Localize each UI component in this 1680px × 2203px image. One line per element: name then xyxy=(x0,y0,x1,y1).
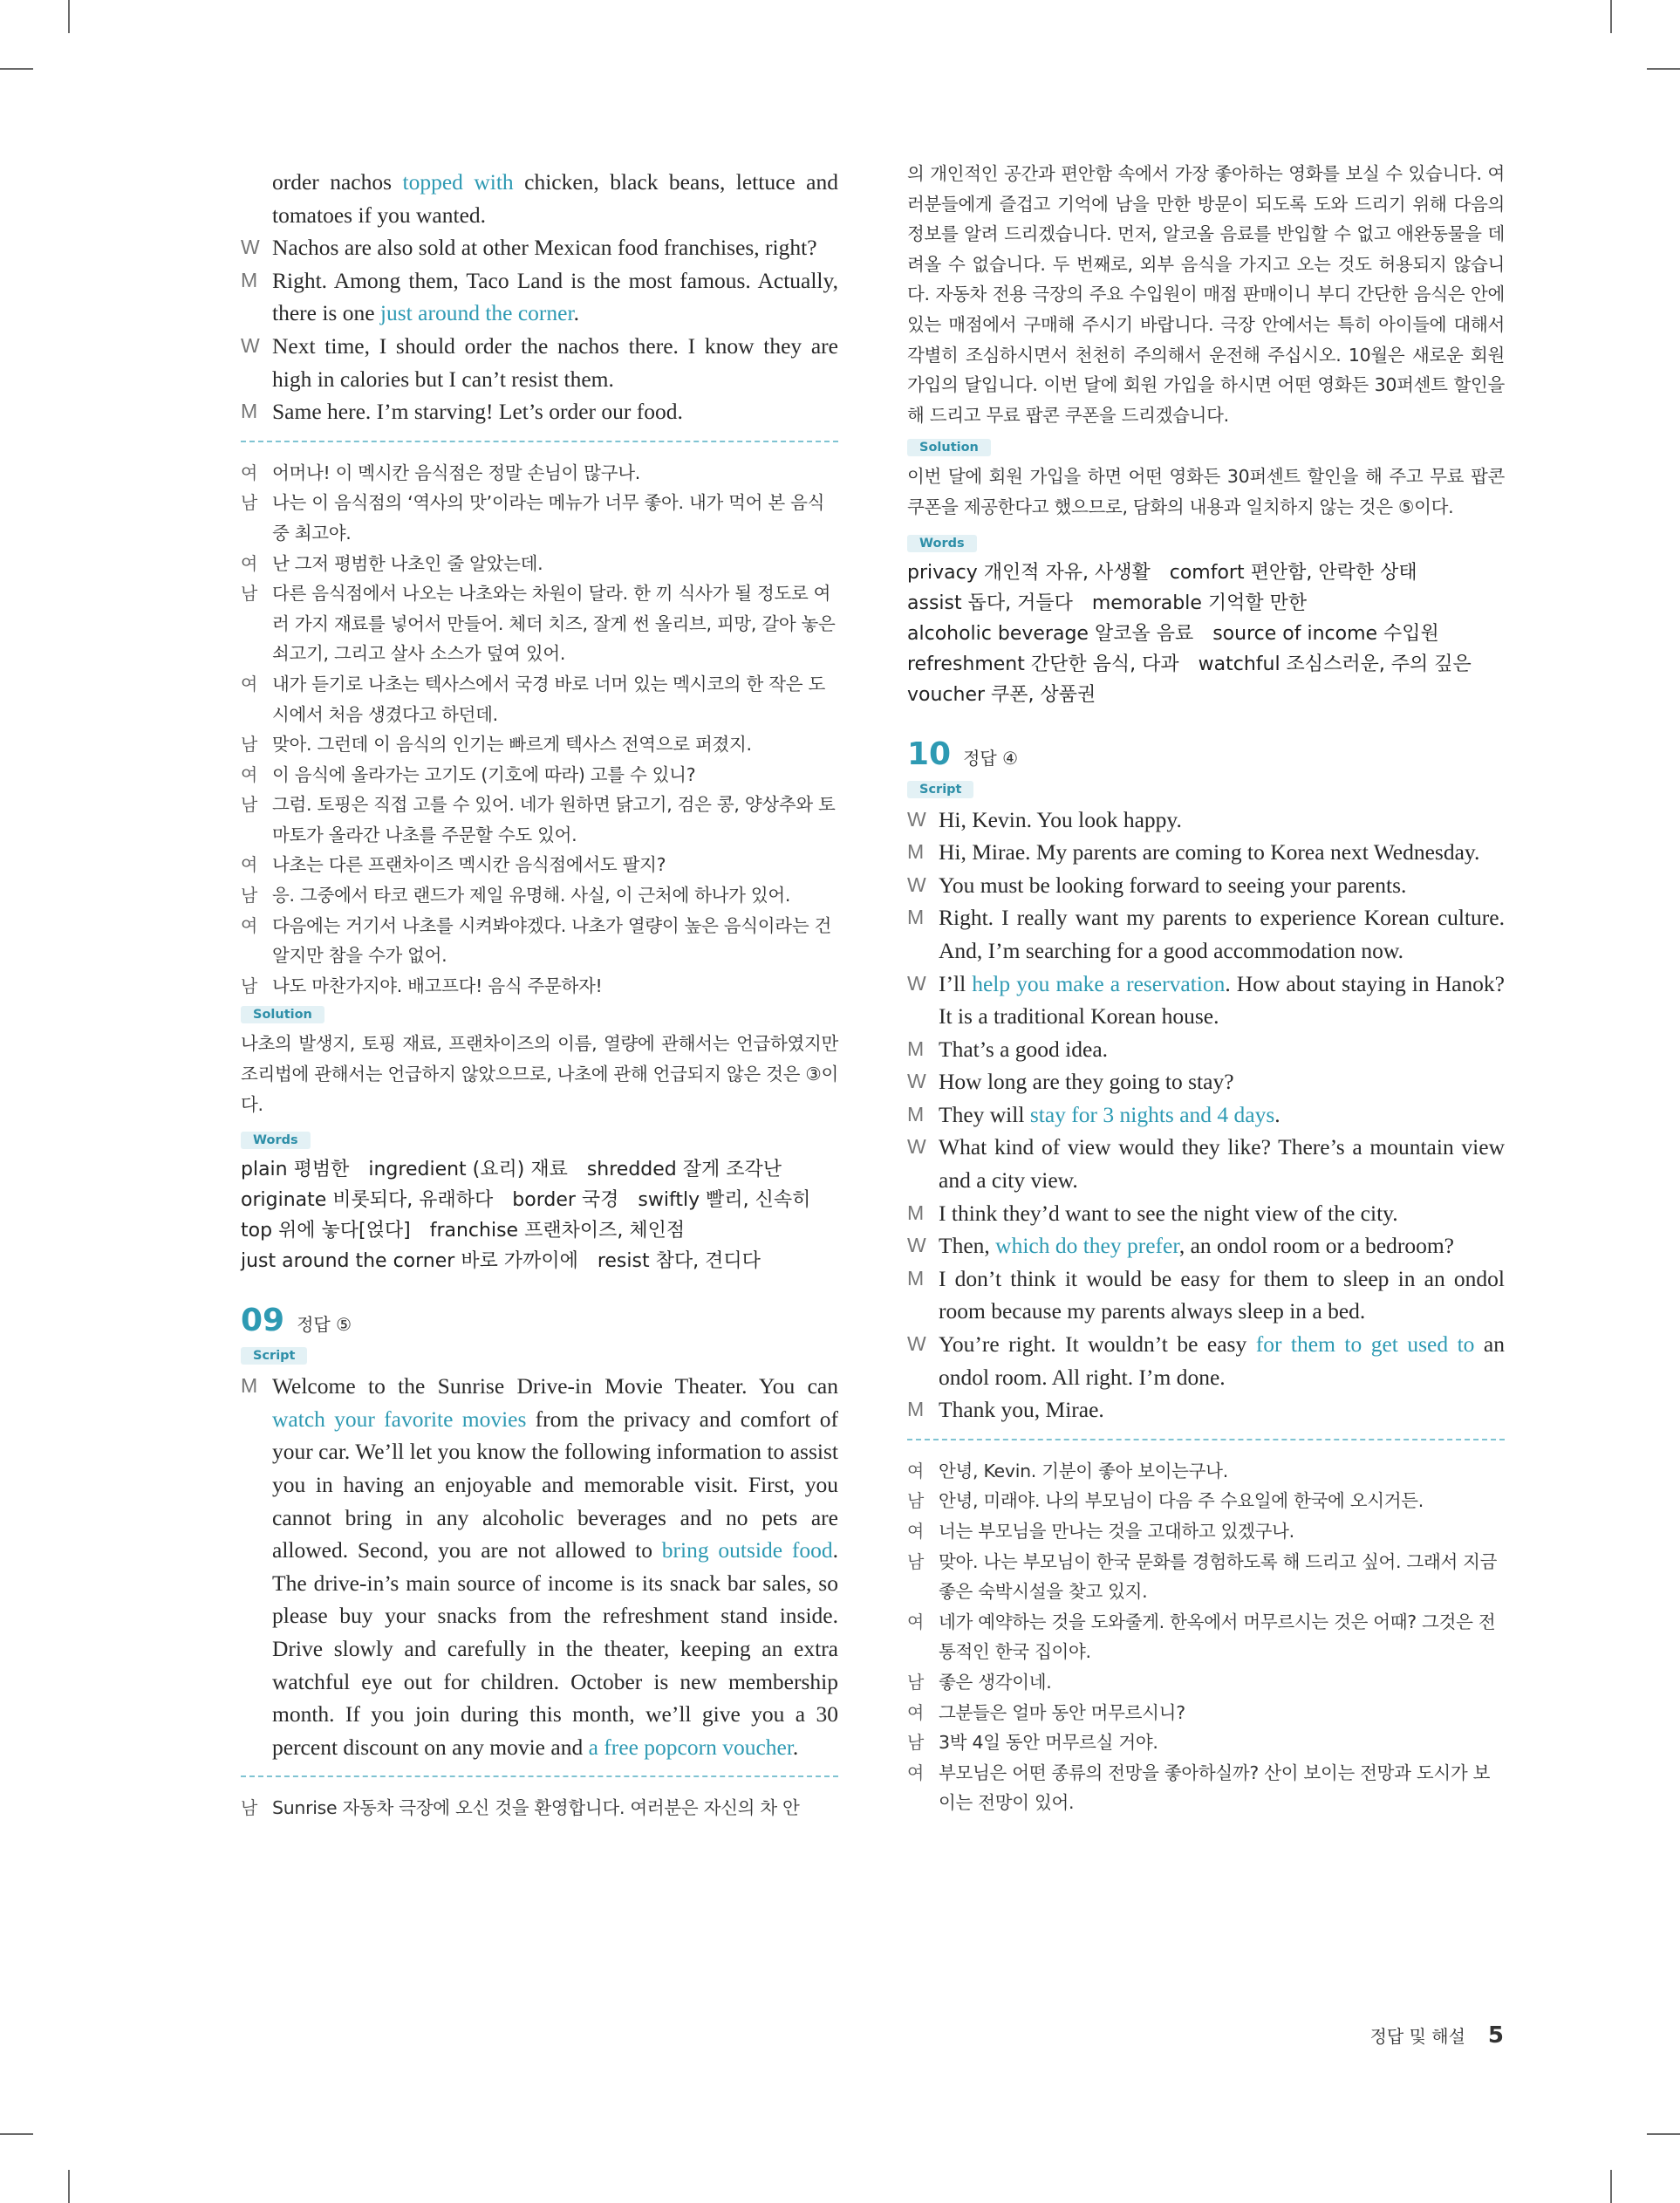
script-text: Right. Among them, Taco Land is the most famous. Actually, there is one xyxy=(272,267,838,326)
crop-mark xyxy=(1647,2133,1680,2135)
highlighted-phrase: help you make a reservation xyxy=(972,970,1226,996)
translation-line: 3박 4일 동안 머무르실 거야. xyxy=(939,1732,1158,1754)
script-line xyxy=(241,330,838,395)
highlighted-phrase: watch your favorite movies xyxy=(272,1406,527,1432)
translation-line: 난 그저 평범한 나초인 줄 알았는데. xyxy=(272,552,543,574)
vocab-entry: alcoholic beverage 알코올 음료 xyxy=(907,622,1194,645)
crop-mark xyxy=(0,68,33,70)
words-row xyxy=(907,649,1505,680)
speaker-label: 여 xyxy=(241,854,258,876)
words-row xyxy=(907,558,1505,588)
vocab-entry: originate 비롯되다, 유래하다 xyxy=(241,1189,494,1212)
speaker-label: 남 xyxy=(241,1797,258,1819)
script-text: I don’t think it would be easy for them to sleep in an ondol room because my parents always sleep in a bed. xyxy=(939,1265,1505,1324)
speaker-label: W xyxy=(907,1135,926,1159)
footer-label: 정답 및 해설 xyxy=(1369,2026,1465,2047)
question-number: 10 xyxy=(907,735,952,772)
script-line xyxy=(907,1328,1505,1393)
solution-tag: Solution xyxy=(907,439,991,456)
speaker-label: M xyxy=(907,840,925,864)
speaker-label: M xyxy=(241,1374,258,1398)
q08-script-continued xyxy=(241,166,838,428)
speaker-label: 남 xyxy=(907,1671,925,1693)
translation-row xyxy=(907,1547,1505,1607)
script-text: order nachos xyxy=(272,169,403,195)
question-header-10 xyxy=(907,736,1505,772)
translation-row xyxy=(241,790,838,850)
q09-translation-continued: 의 개인적인 공간과 편안함 속에서 가장 좋아하는 영화를 보실 수 있습니다. 여러분들에게 즐겁고 기억에 남을 만한 방문이 되도록 도와 드리기 위해 다음의 정보를 알려 드리겠습니다. 먼저, 알코올 음료를 반입할 수 없고 애완동물을 데려올 수 없습니다. 두 번째로, 외부 음식을 가지고 오는 것도 허용되지 않습니다. 자동차 전용 극장의 주요 수입원이 매점 판매이니 부디 간단한 음식은 안에 있는 매점에서 구매해 주시기 바랍니다. 극장 안에서는 특히 아이들에 대해서 각별히 조심하시면서 천천히 주의해서 운전해 주십시오. 10월은 새로운 회원 가입의 달입니다. 이번 달에 회원 가입을 하시면 어떤 영화든 30퍼센트 할인을 해 드리고 무료 팝콘 쿠폰을 드리겠습니다. xyxy=(907,163,1505,426)
speaker-label: 여 xyxy=(907,1460,925,1481)
page-number: 5 xyxy=(1487,2022,1504,2049)
script-line xyxy=(907,1229,1505,1262)
speaker-label: 여 xyxy=(907,1701,925,1723)
speaker-label: W xyxy=(907,807,926,831)
translation-line: 나는 이 음식점의 ‘역사의 맛’이라는 메뉴가 너무 좋아. 내가 먹어 본 음식 중 최고야. xyxy=(272,492,825,544)
speaker-label: W xyxy=(907,971,926,995)
translation-line: 응. 그중에서 타코 랜드가 제일 유명해. 사실, 이 근처에 하나가 있어. xyxy=(272,885,791,907)
script-text: . xyxy=(792,1734,799,1760)
speaker-label: M xyxy=(907,1201,925,1224)
script-text: Right. I really want my parents to experience Korean culture. And, I’m searching for a good accommodation now. xyxy=(939,905,1505,963)
translation-row xyxy=(241,880,838,911)
translation-line: 나도 마찬가지야. 배고프다! 음식 주문하자! xyxy=(272,975,603,996)
script-text: . How about staying in Hanok? It is a traditional Korean house. xyxy=(939,970,1505,1030)
script-text: Welcome to the Sunrise Drive-in Movie Theater. You can xyxy=(272,1373,838,1399)
page-footer xyxy=(1370,2022,1504,2049)
script-line xyxy=(907,968,1505,1033)
script-text: Same here. I’m starving! Let’s order our food. xyxy=(272,399,683,425)
words-row xyxy=(241,1215,838,1246)
solution-text: 이번 달에 회원 가입을 하면 어떤 영화든 30퍼센트 할인을 해 주고 무료 팝콘 쿠폰을 제공한다고 했으므로, 담화의 내용과 일치하지 않는 것은 ⑤이다. xyxy=(907,466,1505,517)
speaker-label: 여 xyxy=(241,763,258,785)
script-line xyxy=(907,1065,1505,1098)
question-header-09 xyxy=(241,1303,838,1338)
speaker-label: W xyxy=(907,1070,926,1093)
highlighted-phrase: bring outside food xyxy=(661,1537,833,1563)
script-line xyxy=(907,1262,1505,1328)
translation-line: 너는 부모님을 만나는 것을 고대하고 있겠구나. xyxy=(939,1521,1294,1542)
translation-line: 네가 예약하는 것을 도와줄게. 한옥에서 머무르시는 것은 어때? 그것은 전통적인 한국 집이야. xyxy=(939,1611,1496,1663)
speaker-label: 남 xyxy=(241,734,258,756)
vocab-entry: watchful 조심스러운, 주의 깊은 xyxy=(1198,653,1472,675)
translation-line: 좋은 생각이네. xyxy=(939,1671,1052,1693)
crop-mark xyxy=(1647,68,1680,70)
crop-mark xyxy=(68,0,70,33)
vocab-entry: assist 돕다, 거들다 xyxy=(907,592,1073,614)
words-list xyxy=(241,1154,838,1276)
vocab-entry: memorable 기억할 만한 xyxy=(1091,592,1308,614)
translation-row xyxy=(241,488,838,548)
dashed-divider xyxy=(241,441,838,442)
speaker-label: W xyxy=(241,333,260,357)
crop-mark xyxy=(1610,0,1612,33)
words-row xyxy=(907,588,1505,619)
translation-line: 부모님은 어떤 종류의 전망을 좋아하실까? 산이 보이는 전망과 도시가 보이는 전망이 있어. xyxy=(939,1762,1491,1814)
speaker-label: 남 xyxy=(241,885,258,907)
words-row xyxy=(907,680,1505,710)
translation-row xyxy=(241,760,838,790)
vocab-entry: just around the corner 바로 가까이에 xyxy=(241,1250,578,1273)
question-number: 09 xyxy=(241,1303,285,1339)
vocab-entry: privacy 개인적 자유, 사생활 xyxy=(907,561,1151,584)
speaker-label: M xyxy=(907,1102,925,1125)
script-text: . xyxy=(1274,1101,1280,1127)
script-line xyxy=(907,1098,1505,1132)
script-text: Next time, I should order the nachos there. I know they are high in calories but I can’t resist them. xyxy=(272,332,838,392)
highlighted-phrase: which do they prefer xyxy=(995,1233,1179,1259)
translation-row xyxy=(241,669,838,729)
q10-script xyxy=(907,804,1505,1426)
translation-line: 안녕, 미래야. 나의 부모님이 다음 주 수요일에 한국에 오시거든. xyxy=(939,1490,1424,1512)
script-text: What kind of view would they like? There’s a mountain view and a city view. xyxy=(939,1134,1505,1194)
script-text: You’re right. It wouldn’t be easy xyxy=(939,1331,1256,1358)
script-tag: Script xyxy=(241,1347,307,1365)
speaker-label: 남 xyxy=(907,1490,925,1512)
translation-line: 맞아. 그런데 이 음식의 인기는 빠르게 텍사스 전역으로 퍼졌지. xyxy=(272,734,752,756)
script-line xyxy=(907,836,1505,869)
speaker-label: 여 xyxy=(241,462,258,483)
script-text: an ondol room. All right. I’m done. xyxy=(939,1331,1505,1390)
words-list xyxy=(907,558,1505,710)
script-text: from the privacy and comfort of your car. We’ll let you know the following information to assist you in having an enjoyable and memorable visit. First, you cannot bring in any alcoholic beverages and no pets are allowed. Second, you are not allowed to xyxy=(272,1406,839,1563)
translation-row xyxy=(907,1698,1505,1728)
script-line xyxy=(907,869,1505,902)
vocab-entry: comfort 편안함, 안락한 상태 xyxy=(1169,561,1417,584)
vocab-entry: top 위에 놓다[얹다] xyxy=(241,1220,411,1242)
crop-mark xyxy=(68,2170,70,2203)
vocab-entry: refreshment 간단한 음식, 다과 xyxy=(907,653,1179,675)
script-text: Thank you, Mirae. xyxy=(939,1397,1104,1423)
words-row xyxy=(241,1154,838,1185)
script-line xyxy=(907,1131,1505,1196)
translation-row xyxy=(241,850,838,880)
translation-line: 이 음식에 올라가는 고기도 (기호에 따라) 고를 수 있니? xyxy=(272,763,696,785)
script-line xyxy=(241,166,838,231)
speaker-label: W xyxy=(907,872,926,896)
script-line xyxy=(907,1033,1505,1066)
speaker-label: M xyxy=(907,1037,925,1060)
translation-line: 다음에는 거기서 나초를 시켜봐야겠다. 나초가 열량이 높은 음식이라는 건 알지만 참을 수가 없어. xyxy=(272,914,832,967)
q10-translation xyxy=(907,1456,1505,1818)
q08-translation xyxy=(241,458,838,1002)
translation-row xyxy=(907,1758,1505,1818)
q09-translation-start xyxy=(241,1793,838,1823)
speaker-label: 여 xyxy=(241,914,258,936)
speaker-label: M xyxy=(241,268,258,291)
speaker-label: M xyxy=(241,400,258,423)
highlighted-phrase: a free popcorn voucher xyxy=(588,1734,793,1760)
translation-row xyxy=(241,578,838,669)
highlighted-phrase: for them to get used to xyxy=(1255,1331,1475,1358)
translation-line: 그럼. 토핑은 직접 고를 수 있어. 네가 원하면 닭고기, 검은 콩, 양상추와 토마토가 올라간 나초를 주문할 수도 있어. xyxy=(272,794,836,845)
translation-row xyxy=(907,1728,1505,1758)
script-line xyxy=(907,804,1505,837)
script-text: I think they’d want to see the night view of the city. xyxy=(939,1200,1398,1226)
dashed-divider xyxy=(907,1439,1505,1440)
words-row xyxy=(241,1185,838,1215)
speaker-label: 여 xyxy=(907,1762,925,1783)
speaker-label: W xyxy=(241,236,260,259)
solution-tag: Solution xyxy=(241,1006,324,1023)
translation-row xyxy=(241,911,838,971)
speaker-label: M xyxy=(907,1266,925,1290)
right-column xyxy=(907,163,1505,1818)
speaker-label: 여 xyxy=(241,552,258,574)
speaker-label: M xyxy=(907,906,925,929)
words-row xyxy=(241,1246,838,1276)
script-line xyxy=(241,1370,838,1763)
translation-row xyxy=(907,1456,1505,1487)
speaker-label: 남 xyxy=(241,583,258,605)
script-line xyxy=(241,395,838,428)
q09-script xyxy=(241,1370,838,1763)
words-tag: Words xyxy=(241,1132,311,1149)
script-text: . xyxy=(573,300,579,326)
speaker-label: 남 xyxy=(907,1550,925,1572)
speaker-label: 여 xyxy=(241,673,258,694)
highlighted-phrase: just around the corner xyxy=(379,300,574,326)
vocab-entry: source of income 수입원 xyxy=(1212,622,1439,645)
script-text: Then, xyxy=(939,1233,996,1259)
translation-line: 내가 듣기로 나초는 텍사스에서 국경 바로 너머 있는 멕시코의 한 작은 도시에서 처음 생겼다고 하던데. xyxy=(272,673,825,725)
script-line xyxy=(907,1197,1505,1230)
speaker-label: W xyxy=(907,1234,926,1257)
translation-line: 나초는 다른 프랜차이즈 멕시칸 음식점에서도 팔지? xyxy=(272,854,666,876)
words-tag: Words xyxy=(907,535,977,552)
translation-row xyxy=(241,458,838,489)
speaker-label: 남 xyxy=(241,794,258,816)
translation-row xyxy=(907,1516,1505,1547)
translation-line: 다른 음식점에서 나오는 나초와는 차원이 달라. 한 끼 식사가 될 정도로 여러 가지 재료를 넣어서 만들어. 체더 치즈, 잘게 썬 올리브, 피망, 갈아 놓은 쇠고기, 그리고 살사 소스가 덮여 있어. xyxy=(272,583,836,665)
solution-text: 나초의 발생지, 토핑 재료, 프랜차이즈의 이름, 열량에 관해서는 언급하였지만 조리법에 관해서는 언급하지 않았으므로, 나초에 관해 언급되지 않은 것은 ③이다. xyxy=(241,1033,838,1115)
highlighted-phrase: stay for 3 nights and 4 days xyxy=(1029,1101,1275,1127)
answer-label: 정답 ④ xyxy=(963,747,1019,769)
vocab-entry: border 국경 xyxy=(512,1189,619,1212)
speaker-label: M xyxy=(907,1398,925,1421)
answer-label: 정답 ⑤ xyxy=(297,1314,352,1336)
dashed-divider xyxy=(241,1775,838,1777)
script-tag: Script xyxy=(907,781,973,798)
script-text: Nachos are also sold at other Mexican food franchises, right? xyxy=(272,235,817,261)
script-line xyxy=(241,231,838,264)
translation-row xyxy=(241,729,838,760)
vocab-entry: resist 참다, 견디다 xyxy=(597,1250,761,1273)
left-column xyxy=(241,166,838,1823)
vocab-entry: shredded 잘게 조각난 xyxy=(586,1159,782,1181)
speaker-label: 남 xyxy=(241,975,258,996)
script-line xyxy=(907,901,1505,967)
vocab-entry: plain 평범한 xyxy=(241,1159,350,1181)
translation-row xyxy=(907,1486,1505,1516)
script-text: I’ll xyxy=(939,970,973,996)
script-text: They will xyxy=(939,1101,1030,1127)
speaker-label: 남 xyxy=(907,1732,925,1754)
highlighted-phrase: topped with xyxy=(402,169,514,195)
vocab-entry: franchise 프랜차이즈, 체인점 xyxy=(429,1220,686,1242)
words-row xyxy=(907,619,1505,649)
script-text: You must be looking forward to seeing your parents. xyxy=(939,872,1407,898)
speaker-label: 여 xyxy=(907,1611,925,1632)
script-text: . The drive-in’s main source of income is its snack bar sales, so please buy your snacks from the refreshment stand inside. Drive slowly and carefully in the theater, keeping an extra watchful eye out for children. October is new membership month. If you join during this month, we’ll give you a 30 percent discount on any movie and xyxy=(272,1537,838,1760)
translation-row xyxy=(241,971,838,1002)
vocab-entry: ingredient (요리) 재료 xyxy=(368,1159,568,1181)
vocab-entry: swiftly 빨리, 신속히 xyxy=(638,1189,811,1212)
script-text: Hi, Mirae. My parents are coming to Korea next Wednesday. xyxy=(939,839,1480,865)
translation-row xyxy=(907,1667,1505,1698)
speaker-label: W xyxy=(907,1332,926,1356)
speaker-label: 남 xyxy=(241,492,258,514)
script-text: Hi, Kevin. You look happy. xyxy=(939,806,1182,832)
translation-line: 그분들은 얼마 동안 머무르시니? xyxy=(939,1701,1185,1723)
crop-mark xyxy=(1610,2170,1612,2203)
script-text: How long are they going to stay? xyxy=(939,1069,1234,1095)
speaker-label: 여 xyxy=(907,1521,925,1542)
translation-line: 맞아. 나는 부모님이 한국 문화를 경험하도록 해 드리고 싶어. 그래서 지금 좋은 숙박시설을 찾고 있지. xyxy=(939,1550,1498,1603)
translation-line: 안녕, Kevin. 기분이 좋아 보이는구나. xyxy=(939,1460,1228,1481)
script-line xyxy=(241,264,838,330)
script-text: That’s a good idea. xyxy=(939,1036,1109,1062)
vocab-entry: voucher 쿠폰, 상품권 xyxy=(907,683,1096,706)
script-text: , an ondol room or a bedroom? xyxy=(1178,1233,1454,1259)
script-line xyxy=(907,1393,1505,1426)
translation-row xyxy=(241,549,838,579)
script-text: chicken, black beans, lettuce and tomatoes if you wanted. xyxy=(272,169,838,228)
translation-line: 어머나! 이 멕시칸 음식점은 정말 손님이 많구나. xyxy=(272,462,640,483)
translation-line: Sunrise 자동차 극장에 오신 것을 환영합니다. 여러분은 자신의 차 안 xyxy=(272,1797,800,1819)
translation-row xyxy=(907,1607,1505,1667)
crop-mark xyxy=(0,2133,33,2135)
